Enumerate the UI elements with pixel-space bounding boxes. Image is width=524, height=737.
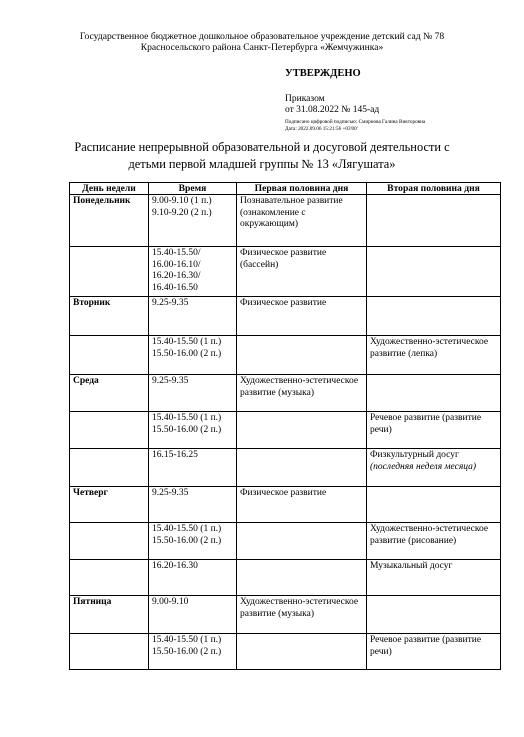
order-line-2: от 31.08.2022 № 145-ад bbox=[285, 105, 380, 115]
activity-text: Художественно-эстетическое развитие (музыка) bbox=[240, 597, 359, 619]
time-line: 15.40-15.50 (1 п.) bbox=[152, 524, 222, 534]
time-line: 15.50-16.00 (2 п.) bbox=[152, 646, 222, 657]
time-cell bbox=[149, 247, 237, 297]
day-cell bbox=[70, 412, 149, 449]
second-half-cell bbox=[367, 596, 501, 634]
second-half-cell bbox=[367, 449, 501, 487]
table-row bbox=[70, 487, 501, 523]
first-half-cell bbox=[237, 412, 367, 449]
activity-text: Познавательное развитие (ознакомление с окружающим) bbox=[240, 196, 343, 229]
organization-header bbox=[0, 31, 524, 53]
time-line: 16.40-16.50 bbox=[152, 282, 198, 293]
table-row bbox=[70, 247, 501, 297]
activity-text: Речевое развитие (развитие речи) bbox=[370, 635, 482, 657]
org-line-1: Государственное бюджетное дошкольное образовательное учреждение детский сад № 78 bbox=[79, 31, 445, 42]
second-half-cell bbox=[367, 412, 501, 449]
day-cell bbox=[70, 336, 149, 375]
table-row bbox=[70, 375, 501, 412]
activity-text: Физическое развитие (бассейн) bbox=[240, 248, 327, 270]
activity-text: Художественно-эстетическое развитие (лепка) bbox=[370, 337, 489, 359]
column-header-first-half: Первая половина дня bbox=[237, 183, 367, 195]
time-cell bbox=[149, 560, 237, 596]
second-half-cell bbox=[367, 634, 501, 670]
time-line: 9.25-9.35 bbox=[152, 298, 189, 308]
first-half-cell bbox=[237, 596, 367, 634]
activity-text: Речевое развитие (развитие речи) bbox=[370, 413, 482, 435]
day-cell bbox=[70, 634, 149, 670]
time-cell bbox=[149, 195, 237, 247]
table-row bbox=[70, 412, 501, 449]
activity-text: Художественно-эстетическое развитие (музыка) bbox=[240, 376, 359, 398]
activity-text: Музыкальный досуг bbox=[370, 561, 453, 571]
day-cell: Среда bbox=[70, 375, 149, 412]
time-line: 9.00-9.10 (1 п.) bbox=[152, 196, 212, 206]
first-half-cell bbox=[237, 523, 367, 560]
table-row bbox=[70, 336, 501, 375]
time-cell bbox=[149, 336, 237, 375]
time-line: 9.00-9.10 bbox=[152, 597, 189, 607]
activity-text: Художественно-эстетическое развитие (рисование) bbox=[370, 524, 489, 546]
table-header-row bbox=[70, 183, 501, 195]
second-half-cell bbox=[367, 195, 501, 247]
second-half-cell bbox=[367, 336, 501, 375]
activity-note: (последняя неделя месяца) bbox=[370, 461, 477, 472]
day-cell: Вторник bbox=[70, 297, 149, 336]
second-half-cell bbox=[367, 487, 501, 523]
table-row bbox=[70, 523, 501, 560]
column-header-time: Время bbox=[149, 183, 237, 195]
approved-label: УТВЕРЖДЕНО bbox=[285, 68, 361, 79]
org-line-2: Красносельского района Санкт-Петербурга «Жемчужинка» bbox=[140, 42, 384, 53]
table-row bbox=[70, 596, 501, 634]
day-cell bbox=[70, 560, 149, 596]
first-half-cell bbox=[237, 449, 367, 487]
first-half-cell bbox=[237, 375, 367, 412]
schedule-table bbox=[69, 182, 501, 670]
first-half-cell bbox=[237, 336, 367, 375]
activity-text: Физкультурный досуг bbox=[370, 450, 459, 460]
activity-text: Физическое развитие bbox=[240, 298, 327, 308]
time-line: 15.50-16.00 (2 п.) bbox=[152, 535, 222, 546]
time-cell bbox=[149, 596, 237, 634]
column-header-day: День недели bbox=[70, 183, 149, 195]
first-half-cell bbox=[237, 560, 367, 596]
time-cell bbox=[149, 523, 237, 560]
order-line-1: Приказом bbox=[285, 94, 325, 104]
order-block bbox=[285, 94, 379, 116]
first-half-cell bbox=[237, 195, 367, 247]
document-title bbox=[0, 139, 524, 173]
first-half-cell bbox=[237, 297, 367, 336]
time-cell bbox=[149, 375, 237, 412]
day-cell: Четверг bbox=[70, 487, 149, 523]
day-cell: Понедельник bbox=[70, 195, 149, 247]
signature-line-1: Подписано цифровой подписью: Смирнова Галина Викторовна bbox=[285, 119, 426, 125]
second-half-cell bbox=[367, 297, 501, 336]
second-half-cell bbox=[367, 375, 501, 412]
time-line: 16.20-16.30/ bbox=[152, 271, 201, 281]
time-line: 16.20-16.30 bbox=[152, 561, 198, 571]
second-half-cell bbox=[367, 523, 501, 560]
time-cell bbox=[149, 449, 237, 487]
time-line: 15.40-15.50 (1 п.) bbox=[152, 413, 222, 423]
column-header-second-half: Вторая половина дня bbox=[367, 183, 501, 195]
day-cell bbox=[70, 523, 149, 560]
day-cell bbox=[70, 449, 149, 487]
table-row bbox=[70, 195, 501, 247]
title-line-1: Расписание непрерывной образовательной и досуговой деятельности с bbox=[74, 140, 450, 154]
signature-line-2: Дата: 2022.09.06 15:21:56 +03'00' bbox=[285, 126, 358, 132]
time-line: 15.50-16.00 (2 п.) bbox=[152, 424, 222, 435]
first-half-cell bbox=[237, 247, 367, 297]
time-line: 9.25-9.35 bbox=[152, 376, 189, 386]
time-line: 15.40-15.50 (1 п.) bbox=[152, 635, 222, 645]
table-row bbox=[70, 297, 501, 336]
second-half-cell bbox=[367, 247, 501, 297]
time-line: 16.00-16.10/ bbox=[152, 259, 201, 270]
table-row bbox=[70, 449, 501, 487]
time-cell bbox=[149, 487, 237, 523]
activity-text: Физическое развитие bbox=[240, 488, 327, 498]
first-half-cell bbox=[237, 634, 367, 670]
time-line: 9.10-9.20 (2 п.) bbox=[152, 207, 212, 218]
second-half-cell bbox=[367, 560, 501, 596]
time-line: 15.50-16.00 (2 п.) bbox=[152, 348, 222, 359]
time-line: 15.40-15.50 (1 п.) bbox=[152, 337, 222, 347]
time-line: 15.40-15.50/ bbox=[152, 248, 201, 258]
day-cell bbox=[70, 247, 149, 297]
first-half-cell bbox=[237, 487, 367, 523]
table-row bbox=[70, 560, 501, 596]
time-cell bbox=[149, 412, 237, 449]
time-line: 9.25-9.35 bbox=[152, 488, 189, 498]
time-line: 16.15-16.25 bbox=[152, 450, 198, 460]
digital-signature bbox=[285, 119, 425, 133]
title-line-2: детьми первой младшей группы № 13 «Лягушата» bbox=[128, 157, 396, 171]
time-cell bbox=[149, 297, 237, 336]
time-cell bbox=[149, 634, 237, 670]
day-cell: Пятница bbox=[70, 596, 149, 634]
table-row bbox=[70, 634, 501, 670]
